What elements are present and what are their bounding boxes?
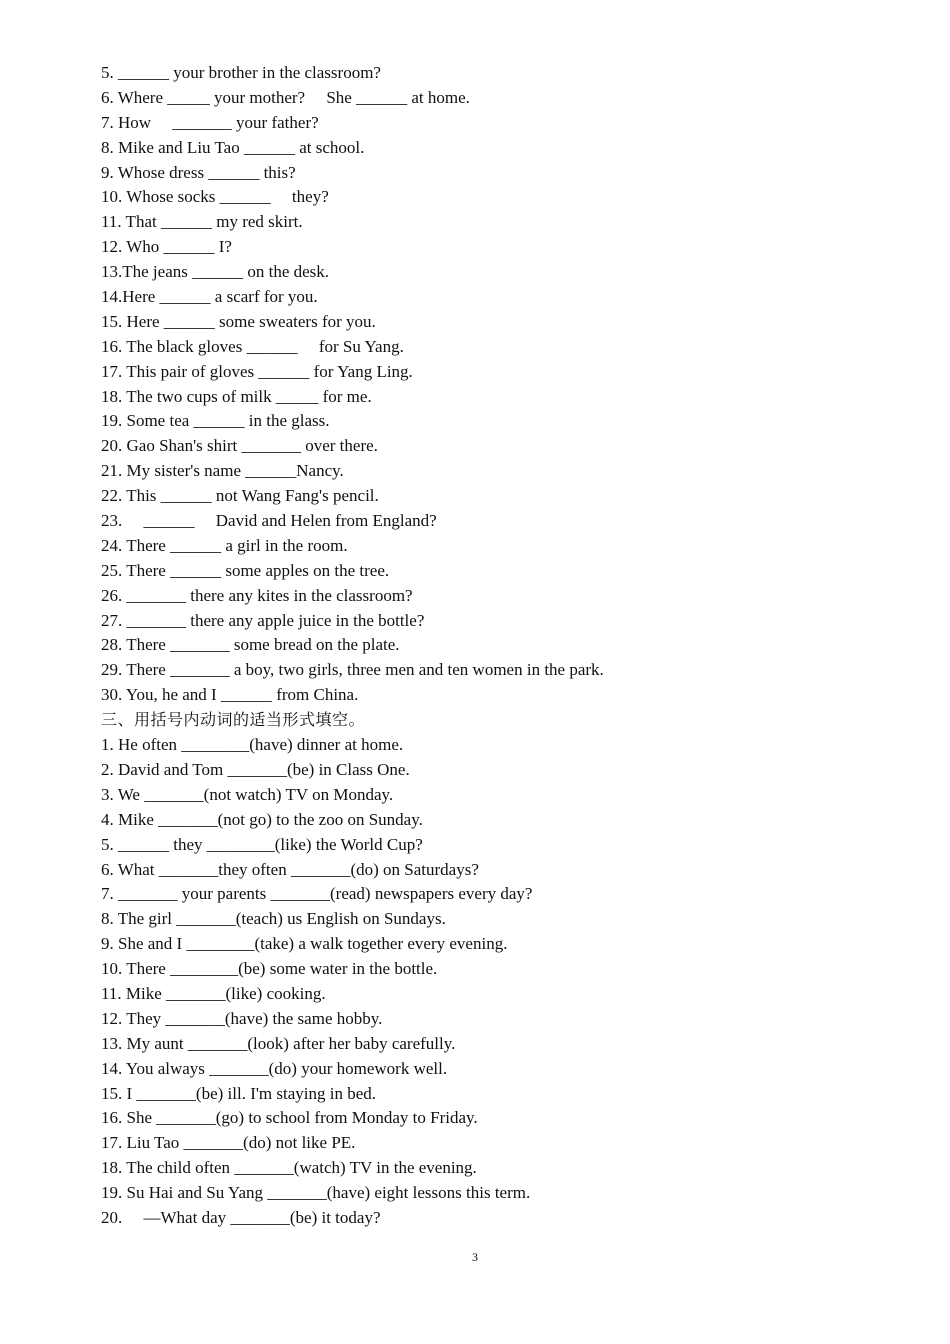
exercise-line: 19. Su Hai and Su Yang _______(have) eight lessons this term. — [101, 1183, 531, 1203]
section-three-heading: 三、用括号内动词的适当形式填空。 — [101, 710, 366, 730]
exercise-line: 11. Mike _______(like) cooking. — [101, 983, 326, 1003]
exercise-line: 15. I _______(be) ill. I'm staying in bed. — [101, 1083, 377, 1103]
exercise-line: 3. We _______(not watch) TV on Monday. — [101, 784, 394, 804]
exercise-line: 5. ______ your brother in the classroom? — [101, 63, 381, 82]
exercise-line: 20. Gao Shan's shirt _______ over there. — [101, 436, 378, 456]
exercise-line: 12. Who ______ I? — [101, 237, 232, 257]
exercise-line: 6. What _______they often _______(do) on Saturdays? — [101, 859, 479, 879]
exercise-line: 18. The child often _______(watch) TV in the evening. — [101, 1158, 477, 1178]
exercise-line: 16. She _______(go) to school from Monday to Friday. — [101, 1108, 478, 1128]
exercise-line: 14. You always _______(do) your homework well. — [101, 1058, 448, 1078]
exercise-line: 16. The black gloves ______ for Su Yang. — [101, 336, 404, 356]
exercise-line: 22. This ______ not Wang Fang's pencil. — [101, 486, 379, 506]
exercise-line: 14.Here ______ a scarf for you. — [101, 287, 318, 307]
page-number: 3 — [472, 1250, 478, 1264]
exercise-line: 1. He often ________(have) dinner at home. — [101, 735, 404, 755]
exercise-line: 25. There ______ some apples on the tree. — [101, 560, 390, 580]
exercise-line: 7. _______ your parents _______(read) newspapers every day? — [101, 884, 533, 904]
worksheet-page — [101, 61, 861, 1231]
exercise-line: 2. David and Tom _______(be) in Class One. — [101, 759, 410, 779]
exercise-line: 8. The girl _______(teach) us English on Sundays. — [101, 909, 446, 929]
exercise-line: 7. How _______ your father? — [101, 112, 319, 132]
exercise-line: 17. Liu Tao _______(do) not like PE. — [101, 1133, 356, 1153]
exercise-line: 27. _______ there any apple juice in the bottle? — [101, 610, 425, 630]
exercise-line: 6. Where _____ your mother? She ______ at home. — [101, 87, 470, 107]
exercise-line: 29. There _______ a boy, two girls, three men and ten women in the park. — [101, 660, 604, 680]
exercise-line: 12. They _______(have) the same hobby. — [101, 1008, 383, 1028]
exercise-line: 23. ______ David and Helen from England? — [101, 511, 437, 531]
exercise-line: 10. There ________(be) some water in the bottle. — [101, 959, 438, 979]
exercise-line: 20. —What day _______(be) it today? — [101, 1207, 381, 1227]
exercise-line: 17. This pair of gloves ______ for Yang Ling. — [101, 361, 413, 381]
verb-form-exercise-list — [101, 733, 861, 1231]
exercise-line: 10. Whose socks ______ they? — [101, 187, 329, 207]
exercise-line: 26. _______ there any kites in the classroom? — [101, 585, 413, 605]
exercise-line: 11. That ______ my red skirt. — [101, 212, 303, 232]
exercise-line: 19. Some tea ______ in the glass. — [101, 411, 330, 431]
exercise-line: 9. She and I ________(take) a walk together every evening. — [101, 934, 508, 954]
exercise-line: 8. Mike and Liu Tao ______ at school. — [101, 137, 365, 157]
exercise-line: 18. The two cups of milk _____ for me. — [101, 386, 372, 406]
exercise-line: 21. My sister's name ______Nancy. — [101, 461, 344, 481]
exercise-line: 5. ______ they ________(like) the World Cup? — [101, 834, 423, 854]
fill-in-be-exercise-list — [101, 61, 861, 708]
exercise-line: 13.The jeans ______ on the desk. — [101, 262, 330, 282]
exercise-line: 30. You, he and I ______ from China. — [101, 685, 359, 705]
exercise-line: 9. Whose dress ______ this? — [101, 162, 296, 182]
exercise-line: 15. Here ______ some sweaters for you. — [101, 311, 376, 331]
exercise-line: 13. My aunt _______(look) after her baby carefully. — [101, 1033, 456, 1053]
exercise-line: 28. There _______ some bread on the plate. — [101, 635, 400, 655]
exercise-line: 24. There ______ a girl in the room. — [101, 535, 348, 555]
exercise-line: 4. Mike _______(not go) to the zoo on Sunday. — [101, 809, 423, 829]
